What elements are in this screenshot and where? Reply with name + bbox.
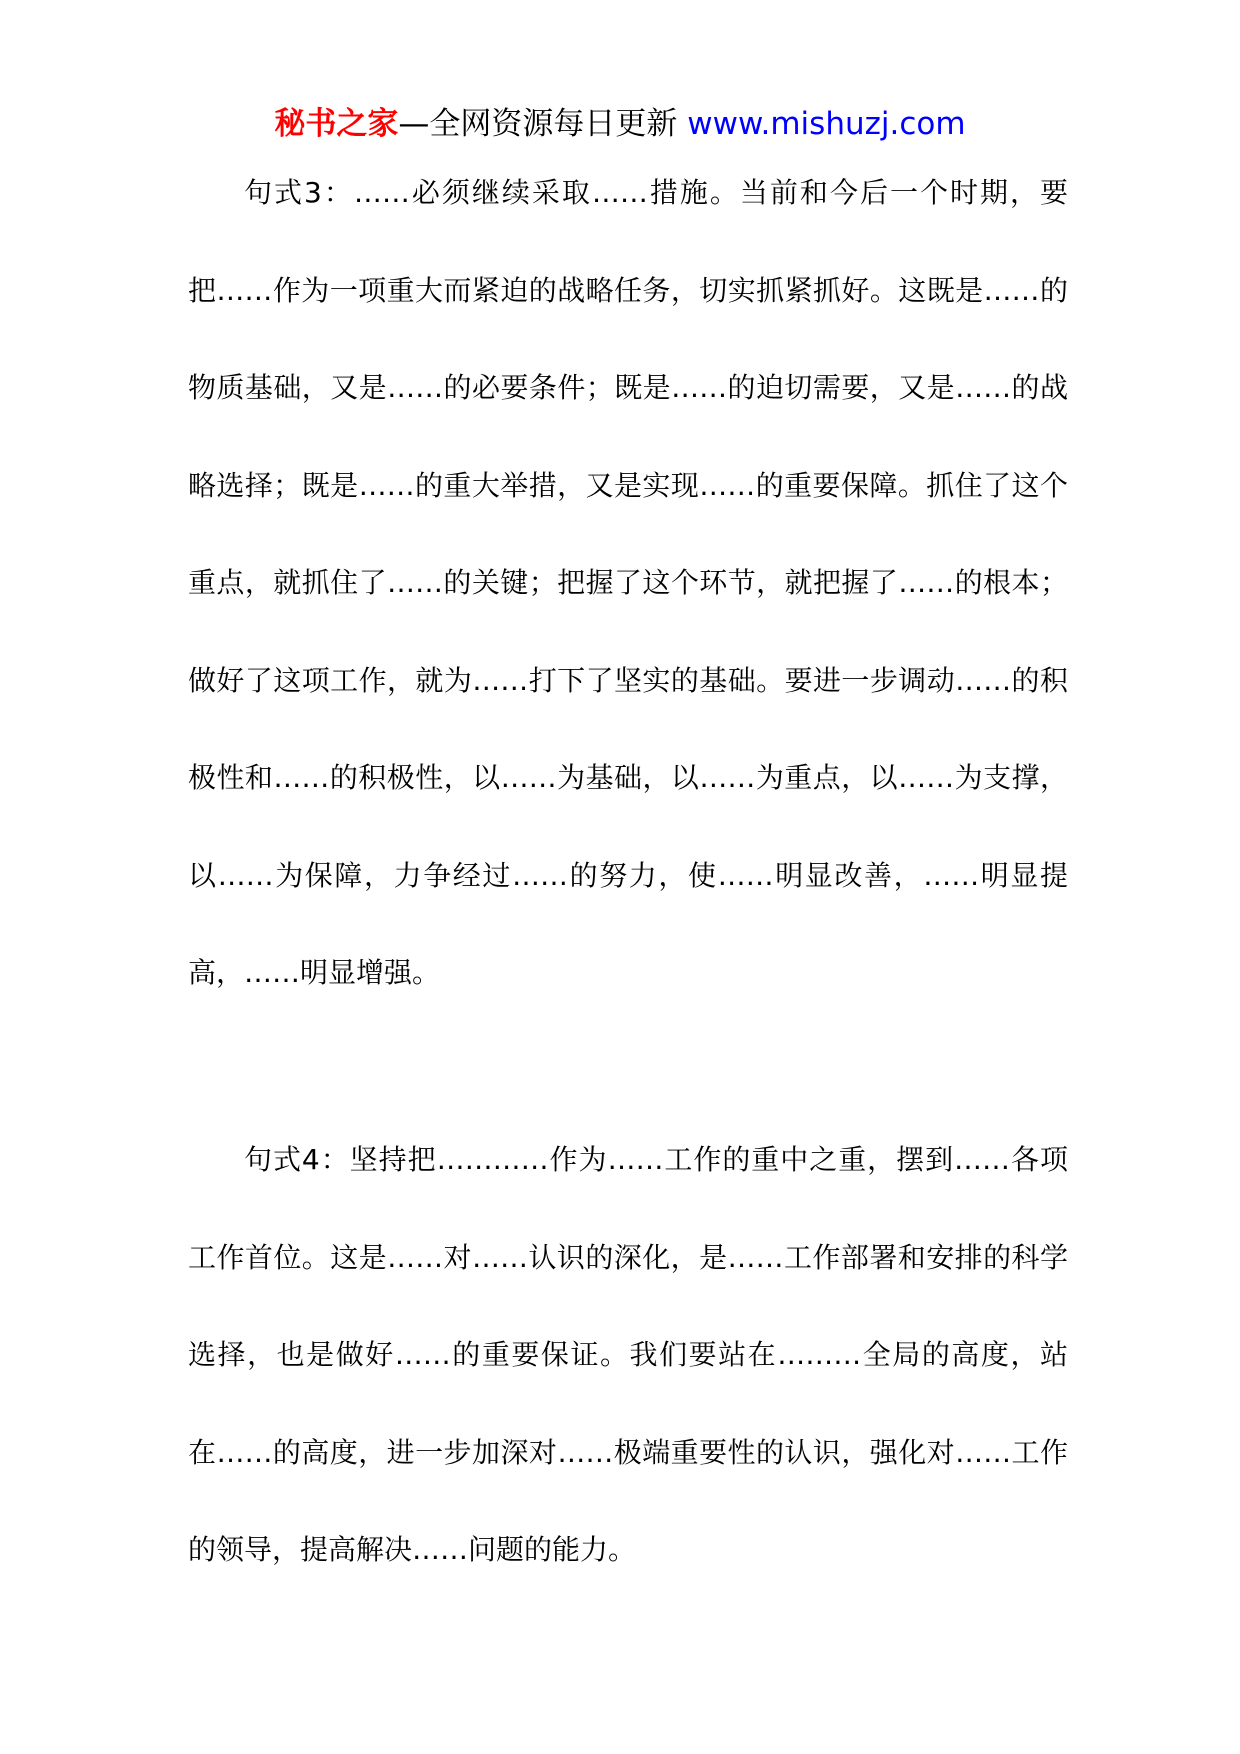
paragraph-sentence-4: 句式4：坚持把…………作为……工作的重中之重，摆到……各项工作首位。这是……对……认识的深化，是……工作部署和安排的科学选择，也是做好……的重要保证。我们要站在………全局的高度，站在……的高度，进一步加深对……极端重要性的认识，强化对……工作的领导，提高解决……问题的能力。 <box>188 1143 1068 1566</box>
page-header <box>0 100 1240 148</box>
paragraph-sentence-3: 句式3：……必须继续采取……措施。当前和今后一个时期，要把……作为一项重大而紧迫的战略任务，切实抓紧抓好。这既是……的物质基础，又是……的必要条件；既是……的迫切需要，又是……的战略选择；既是……的重大举措，又是实现……的重要保障。抓住了这个重点，就抓住了……的关键；把握了这个环节，就把握了……的根本；做好了这项工作，就为……打下了坚实的基础。要进一步调动……的积极性和……的积极性，以……为基础，以……为重点，以……为支撑，以……为保障，力争经过……的努力，使……明显改善，……明显提高，……明显增强。 <box>188 176 1068 989</box>
header-url-link[interactable]: www.mishuzj.com <box>687 106 966 142</box>
header-slogan: —全网资源每日更新 <box>398 106 688 142</box>
header-brand: 秘书之家 <box>274 106 399 142</box>
